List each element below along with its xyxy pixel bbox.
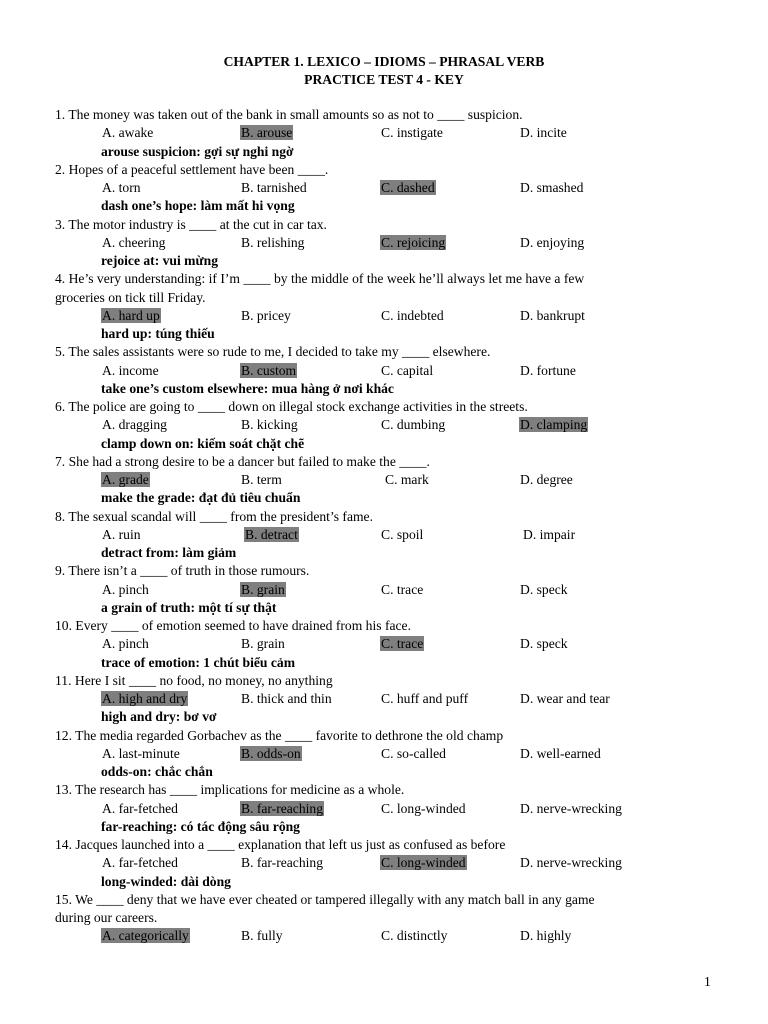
question-item — [55, 508, 705, 563]
question-stem: during our careers. — [55, 910, 158, 925]
question-stem: 4. He’s very understanding: if I’m ____ by the middle of the week he’ll always let me have a few — [55, 271, 585, 287]
answer-option: C. distinctly — [381, 928, 448, 944]
question-item — [55, 216, 705, 271]
answer-option: A. pinch — [102, 636, 149, 652]
answer-option: B. fully — [241, 928, 283, 944]
answer-option: A. far-fetched — [102, 855, 178, 871]
answer-option: D. nerve-wrecking — [520, 800, 622, 816]
idiom-explanation: long-winded: dài dòng — [101, 873, 231, 889]
answer-option-correct: A. high and dry — [102, 691, 188, 706]
answer-option: B. tarnished — [241, 180, 307, 195]
answer-options — [55, 526, 705, 544]
answer-options — [55, 927, 705, 945]
question-item — [55, 727, 705, 782]
answer-option: C. indebted — [381, 307, 444, 323]
question-item — [55, 453, 705, 508]
answer-option: D. bankrupt — [520, 307, 585, 323]
answer-option: C. capital — [381, 362, 434, 378]
answer-option: A. dragging — [102, 417, 167, 433]
idiom-explanation: clamp down on: kiếm soát chặt chẽ — [101, 435, 305, 451]
question-stem: 12. The media regarded Gorbachev as the ____ favorite to dethrone the old champ — [55, 727, 504, 743]
answer-option-correct: C. trace — [381, 636, 424, 652]
answer-option: C. mark — [385, 472, 429, 487]
question-item — [55, 672, 705, 727]
question-item — [55, 836, 705, 891]
question-stem: 3. The motor industry is ____ at the cut in car tax. — [55, 216, 327, 232]
answer-option-correct: B. grain — [241, 581, 285, 597]
question-item — [55, 617, 705, 672]
answer-option: A. torn — [102, 180, 141, 195]
answer-option: D. incite — [520, 125, 567, 141]
idiom-explanation: a grain of truth: một tí sự thật — [101, 599, 277, 615]
question-stem: 6. The police are going to ____ down on illegal stock exchange activities in the streets. — [55, 399, 528, 414]
question-list — [55, 106, 705, 946]
answer-option-correct: C. dashed — [381, 180, 435, 195]
question-item — [55, 562, 705, 617]
idiom-explanation: high and dry: bơ vơ — [101, 709, 217, 725]
question-stem: groceries on tick till Friday. — [55, 289, 206, 305]
answer-option: D. nerve-wrecking — [520, 855, 622, 871]
answer-options — [55, 854, 705, 872]
answer-option: A. cheering — [102, 234, 166, 250]
answer-option-correct: A. grade — [102, 472, 149, 487]
answer-option-correct: B. odds-on — [241, 745, 301, 761]
answer-options — [55, 745, 705, 763]
idiom-explanation: far-reaching: có tác động sâu rộng — [101, 818, 300, 834]
idiom-explanation: arouse suspicion: gợi sự nghi ngờ — [101, 143, 294, 159]
answer-option-correct: D. clamping — [520, 417, 588, 433]
answer-option: B. thick and thin — [241, 691, 332, 706]
answer-option: A. ruin — [102, 526, 141, 542]
idiom-explanation: take one’s custom elsewhere: mua hàng ở nơi khác — [101, 380, 394, 396]
answer-options — [55, 471, 705, 489]
answer-option: D. impair — [523, 526, 576, 542]
page-number: 1 — [704, 974, 711, 989]
answer-options — [55, 635, 705, 653]
idiom-explanation: dash one’s hope: làm mất hi vọng — [101, 198, 295, 214]
page-title: CHAPTER 1. LEXICO – IDIOMS – PHRASAL VERB — [223, 54, 545, 69]
answer-option-correct: B. far-reaching — [241, 800, 324, 816]
answer-options — [55, 179, 705, 197]
answer-options — [55, 800, 705, 818]
question-stem: 15. We ____ deny that we have ever cheated or tampered illegally with any match ball in any game — [55, 891, 595, 907]
answer-option: C. spoil — [381, 526, 424, 542]
idiom-explanation: hard up: túng thiếu — [101, 326, 215, 341]
answer-option: A. awake — [102, 125, 154, 141]
answer-option-correct: C. rejoicing — [381, 234, 446, 250]
answer-options — [55, 124, 705, 142]
answer-option: C. dumbing — [381, 417, 446, 433]
question-stem: 9. There isn’t a ____ of truth in those rumours. — [55, 563, 310, 579]
question-stem: 1. The money was taken out of the bank in small amounts so as not to ____ suspicion. — [55, 107, 523, 122]
answer-option: A. income — [102, 362, 159, 378]
idiom-explanation: rejoice at: vui mừng — [101, 253, 219, 268]
answer-option-correct: B. custom — [241, 362, 297, 378]
answer-options — [55, 362, 705, 380]
question-item — [55, 781, 705, 836]
question-stem: 5. The sales assistants were so rude to me, I decided to take my ____ elsewhere. — [55, 344, 491, 360]
answer-option: B. term — [241, 472, 282, 487]
question-stem: 7. She had a strong desire to be a dancer but failed to make the ____. — [55, 453, 430, 469]
idiom-explanation: trace of emotion: 1 chút biểu cảm — [101, 654, 296, 670]
answer-option: C. huff and puff — [381, 691, 469, 706]
answer-options — [55, 234, 705, 252]
answer-option: C. instigate — [381, 125, 443, 141]
answer-option: D. degree — [520, 472, 573, 487]
answer-option: C. trace — [381, 581, 424, 597]
answer-options — [55, 690, 705, 708]
question-stem: 11. Here I sit ____ no food, no money, no anything — [55, 672, 333, 688]
question-item — [55, 161, 705, 216]
question-stem: 2. Hopes of a peaceful settlement have been ____. — [55, 161, 329, 177]
answer-option: B. kicking — [241, 417, 298, 433]
answer-option: D. fortune — [520, 362, 576, 378]
answer-option: C. long-winded — [381, 800, 466, 816]
answer-option: C. so-called — [381, 745, 446, 761]
answer-option-correct: B. arouse — [241, 125, 293, 141]
question-stem: 14. Jacques launched into a ____ explanation that left us just as confused as before — [55, 837, 506, 852]
question-item — [55, 343, 705, 398]
answer-option: B. pricey — [241, 307, 291, 323]
page-subtitle: PRACTICE TEST 4 - KEY — [304, 72, 464, 87]
answer-option: D. well-earned — [520, 745, 601, 761]
question-item — [55, 398, 705, 453]
question-item — [55, 106, 705, 161]
answer-option: D. speck — [520, 636, 568, 652]
idiom-explanation: make the grade: đạt đủ tiêu chuẩn — [101, 490, 301, 506]
answer-option: D. enjoying — [520, 234, 585, 250]
answer-options — [55, 416, 705, 434]
answer-option: B. grain — [241, 636, 285, 652]
answer-options — [55, 581, 705, 599]
answer-option: A. far-fetched — [102, 800, 178, 816]
answer-option-correct: A. hard up — [102, 307, 160, 323]
idiom-explanation: detract from: làm giảm — [101, 545, 237, 560]
answer-option: D. wear and tear — [520, 691, 610, 706]
idiom-explanation: odds-on: chắc chắn — [101, 764, 213, 779]
answer-option: D. speck — [520, 581, 568, 597]
answer-option-correct: B. detract — [245, 526, 298, 542]
answer-option-correct: A. categorically — [102, 928, 189, 944]
answer-option: A. pinch — [102, 581, 149, 597]
answer-option: B. relishing — [241, 234, 305, 250]
answer-option-correct: C. long-winded — [381, 855, 466, 871]
answer-options — [55, 307, 705, 325]
answer-option: A. last-minute — [102, 745, 180, 761]
answer-option: D. smashed — [520, 180, 584, 195]
answer-option: D. highly — [520, 928, 572, 944]
answer-option: B. far-reaching — [241, 855, 324, 871]
question-stem: 8. The sexual scandal will ____ from the president’s fame. — [55, 508, 373, 524]
question-stem: 10. Every ____ of emotion seemed to have drained from his face. — [55, 618, 411, 633]
question-item — [55, 270, 705, 343]
question-stem: 13. The research has ____ implications for medicine as a whole. — [55, 782, 405, 798]
question-item — [55, 891, 705, 946]
